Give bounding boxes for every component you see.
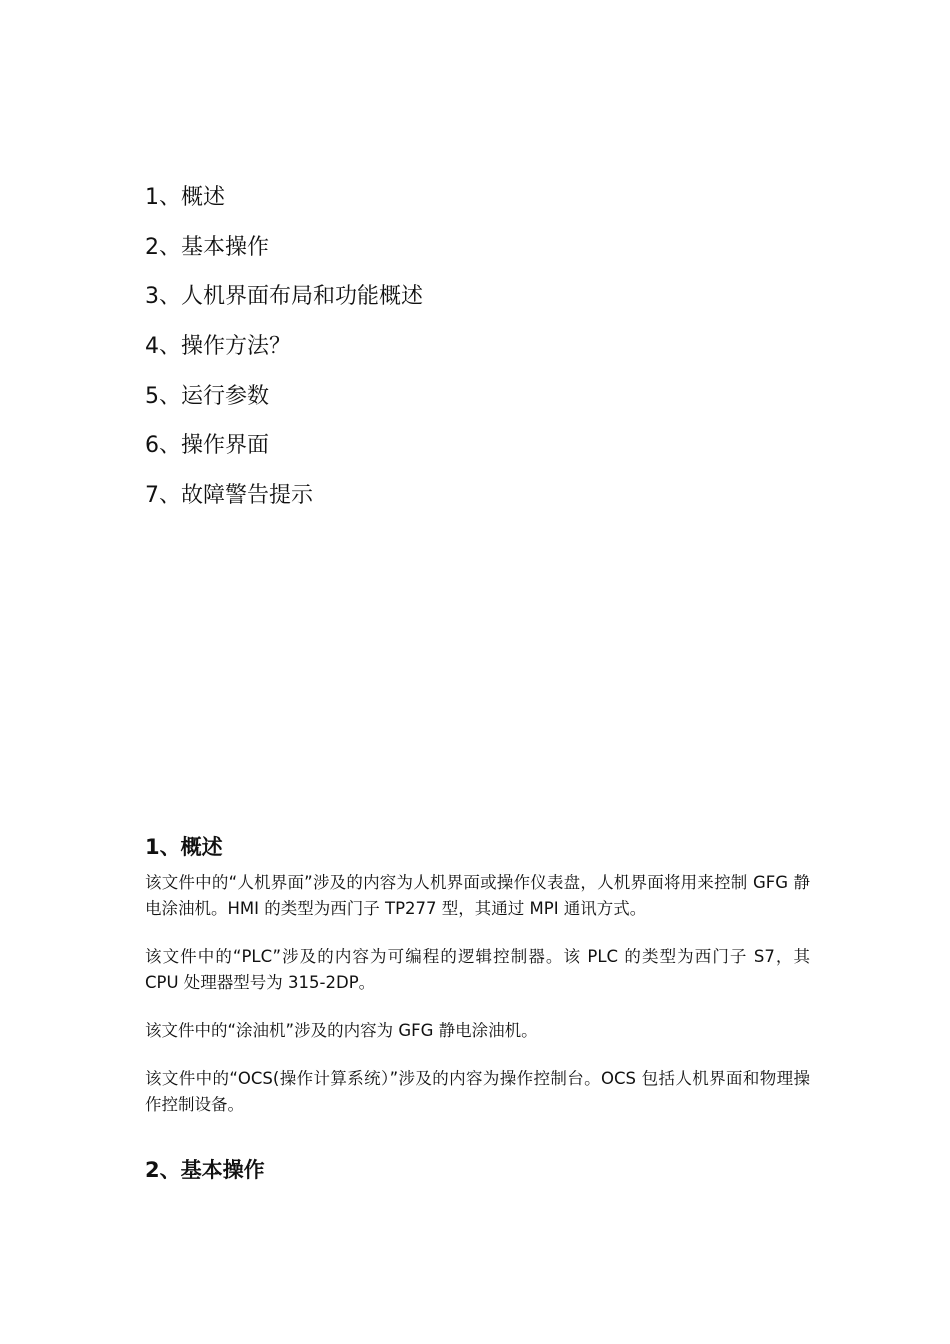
section-heading-basic-operation: 2、基本操作 [145, 1158, 265, 1182]
paragraph-plc-definition: 该文件中的“PLC”涉及的内容为可编程的逻辑控制器。该 PLC 的类型为西门子 S7，其 CPU 处理器型号为 315-2DP。 [145, 947, 810, 992]
table-of-contents [145, 180, 785, 528]
paragraph-hmi-definition: 该文件中的“人机界面”涉及的内容为人机界面或操作仪表盘，人机界面将用来控制 GFG 静电涂油机。HMI 的类型为西门子 TP277 型，其通过 MPI 通讯方式。 [145, 873, 810, 918]
section-overview [145, 832, 810, 1118]
toc-item-basic-operation: 2、基本操作 [145, 234, 269, 260]
toc-item-fault-warnings: 7、故障警告提示 [145, 483, 313, 509]
toc-item-operation-method: 4、操作方法？ [145, 334, 291, 360]
toc-item-run-parameters: 5、运行参数 [145, 383, 269, 409]
section-basic-operation [145, 1155, 810, 1185]
toc-item-overview: 1、概述 [145, 185, 225, 210]
section-heading-overview: 1、概述 [145, 835, 223, 859]
paragraph-ocs-definition: 该文件中的“OCS(操作计算系统）”涉及的内容为操作控制台。OCS 包括人机界面和物理操作控制设备。 [145, 1069, 810, 1114]
toc-item-operation-interface: 6、操作界面 [145, 433, 269, 459]
toc-item-hmi-layout: 3、人机界面布局和功能概述 [145, 284, 423, 310]
paragraph-oiler-definition: 该文件中的“涂油机”涉及的内容为 GFG 静电涂油机。 [145, 1021, 538, 1040]
